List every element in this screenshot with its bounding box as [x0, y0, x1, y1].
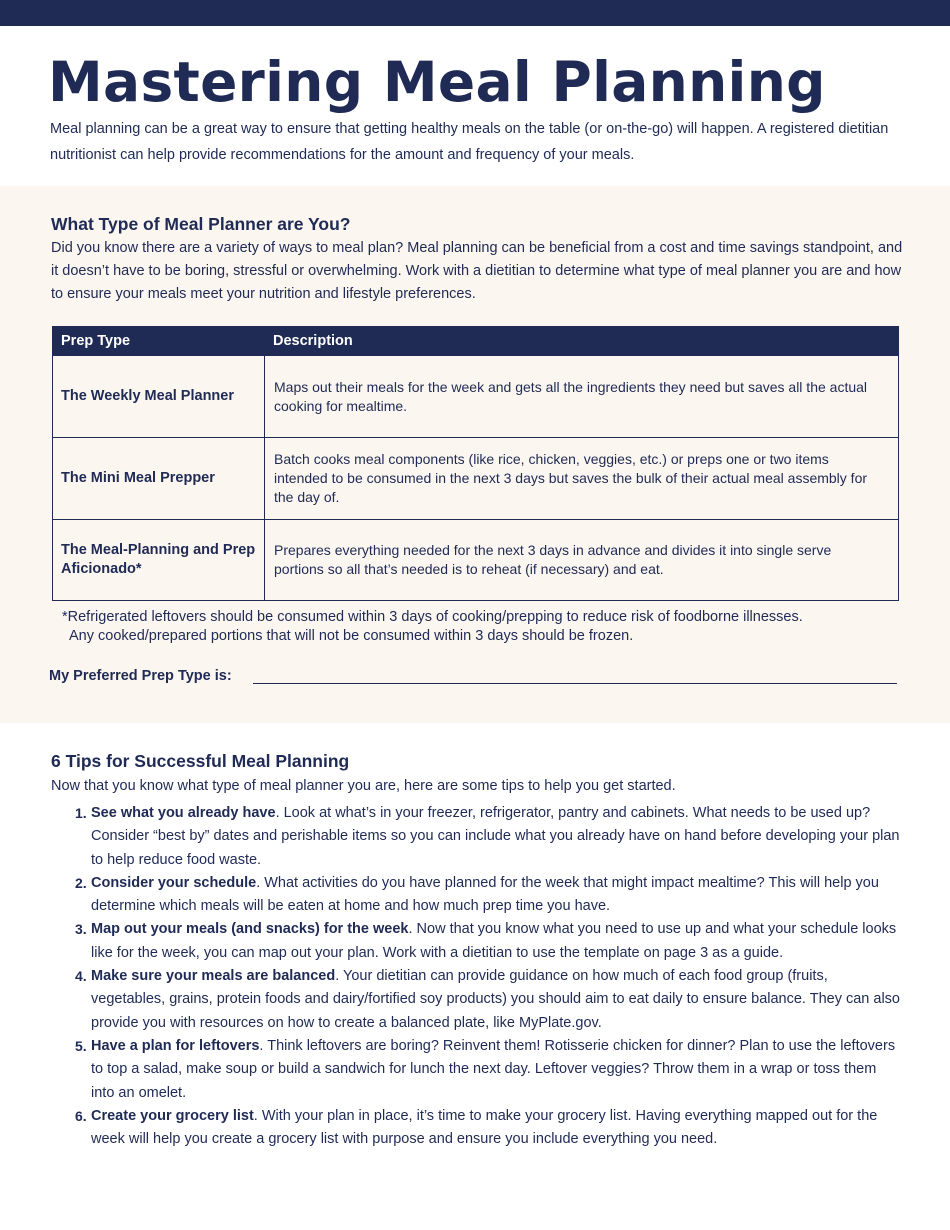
list-item: [75, 802, 901, 872]
tip-lead: Create your grocery list: [91, 1107, 254, 1124]
prep-type-cell: The Meal-Planning and Prep Aficionado*: [53, 520, 265, 601]
page-title: Mastering Meal Planning: [48, 50, 826, 114]
prep-type-table: [52, 326, 899, 601]
planner-type-paragraph: Did you know there are a variety of ways to meal plan? Meal planning can be beneficial from a cost and time savings standpoint, and it doesn’t have to be boring, stressful or overwhelming. Work with a dietitian to determine what type of meal planner you are and how to ensure your meals meet your nutrition and lifestyle preferences.: [51, 240, 903, 302]
tip-text: . Think leftovers are boring? Reinvent them! Rotisserie chicken for dinner? Plan to use the leftovers to top a salad, make soup or build a sandwich for lunch the next day. Leftover veggies? Throw them in a wrap or toss them into an omelet.: [91, 1037, 896, 1101]
intro-paragraph: Meal planning can be a great way to ensure that getting healthy meals on the table (or on-the-go) will happen. A registered dietitian nutritionist can help provide recommendations for the amount and frequency of your meals.: [50, 121, 889, 163]
list-item: [75, 872, 901, 919]
preferred-prep-type-fill-line[interactable]: [253, 683, 897, 684]
description-cell: Maps out their meals for the week and gets all the ingredients they need but saves all the actual cooking for mealtime.: [265, 356, 899, 438]
table-row: [53, 438, 899, 520]
list-item: [75, 1105, 901, 1152]
tip-lead: Make sure your meals are balanced: [91, 968, 336, 985]
prep-type-cell: The Mini Meal Prepper: [53, 438, 265, 520]
prep-type-cell: The Weekly Meal Planner: [53, 356, 265, 438]
tip-lead: Consider your schedule: [91, 874, 257, 891]
top-banner-bar: [0, 0, 950, 26]
tip-lead: Have a plan for leftovers: [91, 1037, 260, 1054]
tips-heading: 6 Tips for Successful Meal Planning: [51, 751, 350, 771]
list-item: [75, 918, 901, 965]
tip-text: . Now that you know what you need to use up and what your schedule looks like for the week, you can map out your plan. Work with a dietitian to use the template on page 3 as a guide.: [91, 921, 897, 961]
tip-text: . Your dietitian can provide guidance on how much of each food group (fruits, vegetables, grains, protein foods and dairy/fortified soy products) you should aim to eat daily to ensure balance. They can also provide you with resources on how to create a balanced plate, like MyPlate.gov.: [91, 968, 900, 1031]
list-item: [75, 1035, 901, 1105]
table-row: [53, 520, 899, 601]
table-row: [53, 356, 899, 438]
column-header-description: Description: [265, 327, 899, 356]
tip-number: 4.: [75, 968, 87, 985]
planner-type-heading: What Type of Meal Planner are You?: [51, 214, 351, 234]
tip-number: 1.: [75, 805, 87, 821]
tip-text: . What activities do you have planned for the week that might impact mealtime? This will help you determine which meals will be eaten at home and how much prep time you have.: [91, 874, 879, 915]
footnote-line: Any cooked/prepared portions that will not be consumed within 3 days should be frozen.: [69, 628, 634, 644]
tip-number: 3.: [75, 921, 87, 938]
tip-text: . With your plan in place, it’s time to make your grocery list. Having everything mapped out for the week will help you create a grocery list with purpose and ensure you include everything you need.: [91, 1107, 878, 1148]
leftovers-footnote: [62, 608, 902, 646]
tip-number: 6.: [75, 1107, 87, 1124]
list-item: [75, 965, 901, 1035]
tip-number: 2.: [75, 874, 87, 891]
tip-lead: See what you already have: [91, 805, 276, 821]
tips-list: [75, 802, 901, 1151]
description-cell: Prepares everything needed for the next 3 days in advance and divides it into single serve portions so all that’s needed is to reheat (if necessary) and eat.: [265, 520, 899, 601]
description-cell: Batch cooks meal components (like rice, chicken, veggies, etc.) or preps one or two items intended to be consumed in the next 3 days but saves the bulk of their actual meal assembly for the day of.: [265, 438, 899, 520]
tip-number: 5.: [75, 1037, 87, 1054]
preferred-prep-type-label: My Preferred Prep Type is:: [49, 668, 232, 684]
tip-lead: Map out your meals (and snacks) for the week: [91, 921, 409, 938]
tip-text: . Look at what’s in your freezer, refrigerator, pantry and cabinets. What needs to be used up? Consider “best by” dates and perishable items so you can include what you already have on hand before developing your plan to help reduce food waste.: [91, 805, 900, 868]
column-header-prep-type: Prep Type: [53, 327, 265, 356]
tips-intro: Now that you know what type of meal planner you are, here are some tips to help you get started.: [51, 778, 676, 794]
footnote-line: *Refrigerated leftovers should be consumed within 3 days of cooking/prepping to reduce risk of foodborne illnesses.: [62, 609, 803, 625]
table-header-row: [53, 327, 899, 356]
